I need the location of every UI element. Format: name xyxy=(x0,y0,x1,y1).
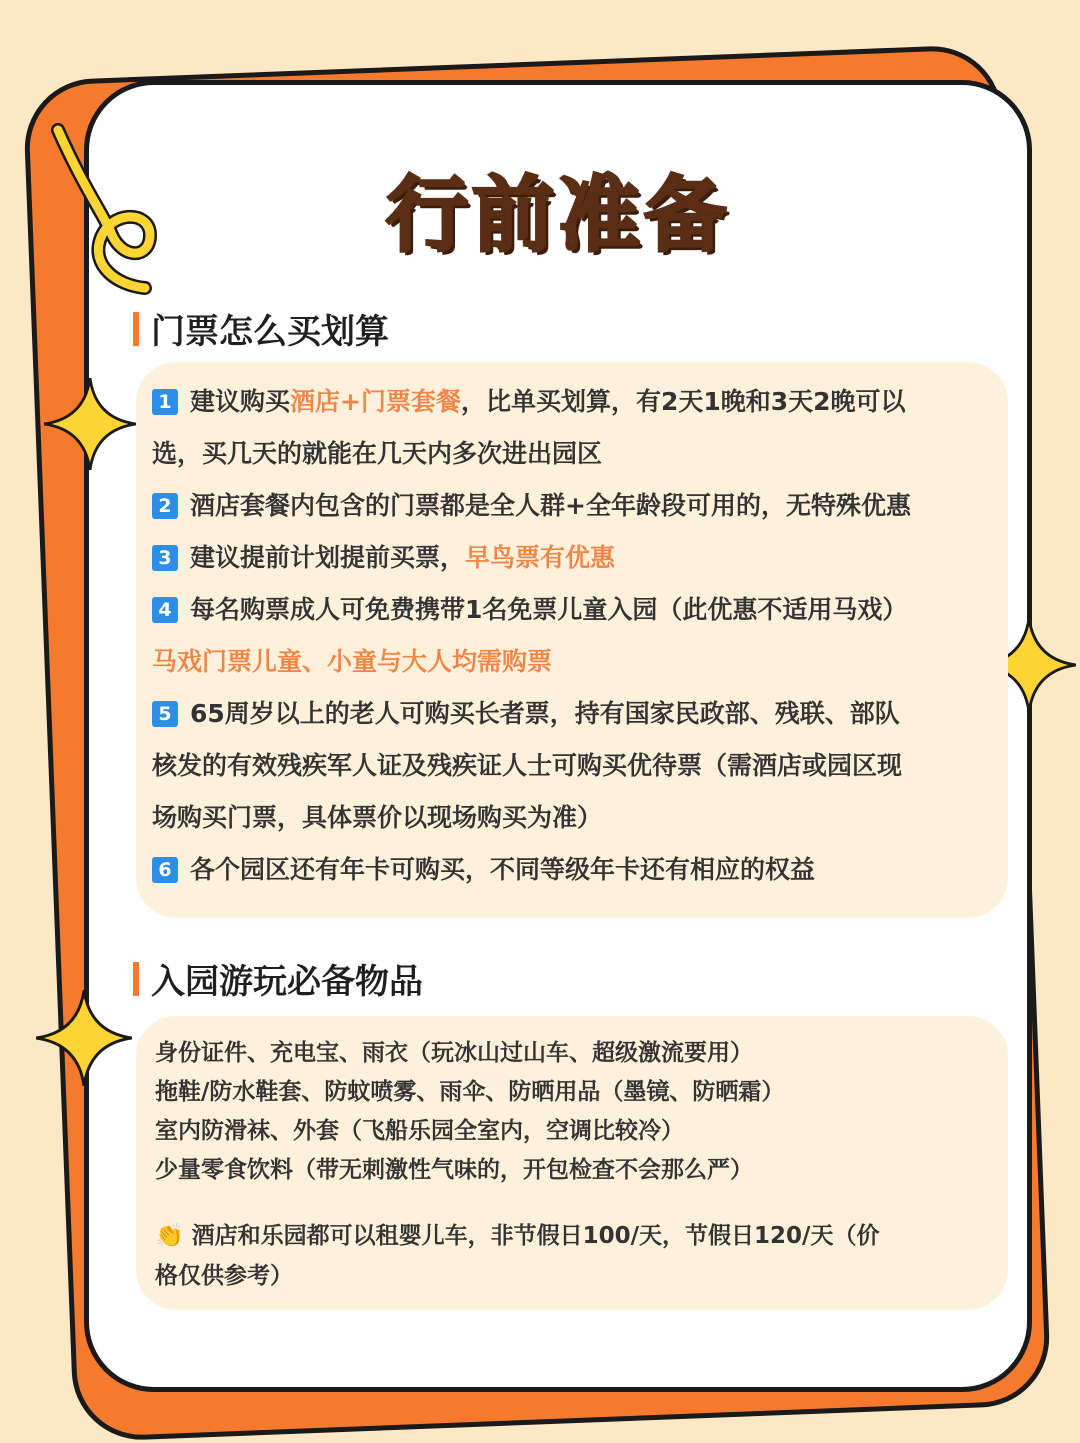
item-text: 核发的有效残疾军人证及残疾证人士可购买优待票（需酒店或园区现 xyxy=(152,751,903,780)
number-badge: 5 xyxy=(152,701,178,727)
list-item: 少量零食饮料（带无刺激性气味的，开包检查不会那么严） xyxy=(155,1157,753,1183)
clapping-hands-icon: 👏 xyxy=(155,1223,184,1249)
list-item-continuation xyxy=(152,428,1002,480)
sparkle-icon xyxy=(36,990,132,1086)
tickets-list xyxy=(152,376,1002,896)
list-item xyxy=(152,532,1002,584)
list-item: 室内防滑袜、外套（飞船乐园全室内，空调比较冷） xyxy=(155,1118,684,1144)
note-text: 酒店和乐园都可以租婴儿车，非节假日100/天，节假日120/天（价 xyxy=(191,1223,880,1249)
list-item xyxy=(152,844,1002,896)
list-item xyxy=(152,376,1002,428)
section-heading-items xyxy=(133,954,423,1003)
section-heading-text: 门票怎么买划算 xyxy=(151,312,389,352)
note-line: 格仅供参考） xyxy=(155,1263,293,1289)
section-heading-text: 入园游玩必备物品 xyxy=(151,962,423,1002)
item-text: 各个园区还有年卡可购买，不同等级年卡还有相应的权益 xyxy=(190,855,816,884)
item-text: 选，买几天的就能在几天内多次进出园区 xyxy=(152,439,603,468)
item-highlight: 马戏门票儿童、小童与大人均需购票 xyxy=(152,647,553,676)
heading-accent-bar xyxy=(133,312,139,346)
items-list xyxy=(155,1034,995,1296)
page-title: 行前准备 xyxy=(385,168,730,263)
item-highlight: 早鸟票有优惠 xyxy=(465,543,616,572)
list-item xyxy=(152,584,1002,636)
item-text: 每名购票成人可免费携带1名免票儿童入园（此优惠不适用马戏） xyxy=(190,595,908,624)
list-item: 拖鞋/防水鞋套、防蚊喷雾、雨伞、防晒用品（墨镜、防晒霜） xyxy=(155,1079,785,1105)
item-text: 65周岁以上的老人可购买长者票，持有国家民政部、残联、部队 xyxy=(190,699,900,728)
heading-accent-bar xyxy=(133,962,139,996)
number-badge: 6 xyxy=(152,857,178,883)
item-text: 建议提前计划提前买票， xyxy=(190,543,466,572)
stroller-note xyxy=(155,1216,995,1296)
list-item xyxy=(152,688,1002,740)
section-heading-tickets xyxy=(133,304,389,353)
list-item-continuation xyxy=(152,792,1002,844)
number-badge: 3 xyxy=(152,545,178,571)
list-item xyxy=(152,480,1002,532)
number-badge: 2 xyxy=(152,493,178,519)
item-highlight: 酒店+门票套餐 xyxy=(290,387,461,416)
list-item-continuation xyxy=(152,636,1002,688)
item-text: ，比单买划算，有2天1晚和3天2晚可以 xyxy=(460,387,906,416)
item-text: 酒店套餐内包含的门票都是全人群+全年龄段可用的，无特殊优惠 xyxy=(190,491,911,520)
number-badge: 4 xyxy=(152,597,178,623)
list-item-continuation xyxy=(152,740,1002,792)
item-text: 场购买门票，具体票价以现场购买为准） xyxy=(152,803,603,832)
item-text: 建议购买 xyxy=(190,387,291,416)
sparkle-icon xyxy=(44,378,136,470)
number-badge: 1 xyxy=(152,389,178,415)
note-line xyxy=(155,1216,995,1256)
list-item: 身份证件、充电宝、雨衣（玩冰山过山车、超级激流要用） xyxy=(155,1040,753,1066)
